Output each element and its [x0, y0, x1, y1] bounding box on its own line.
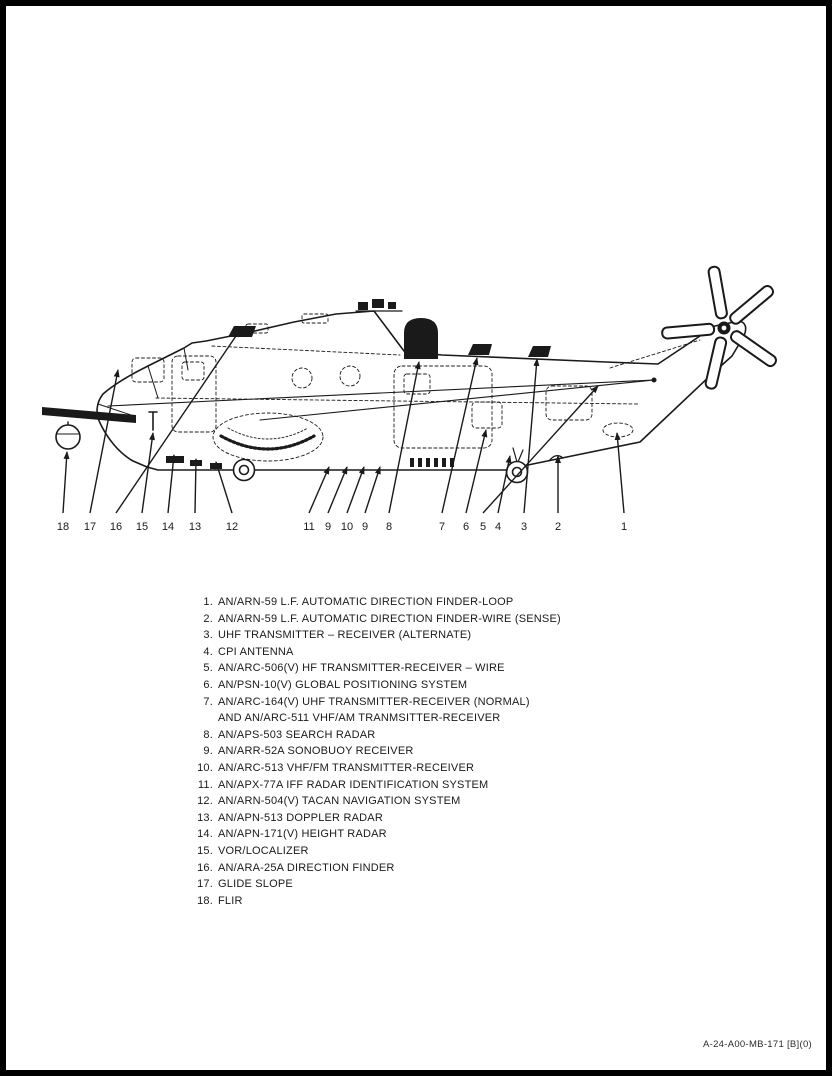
legend-item [192, 843, 561, 860]
spine-antenna-aft [528, 346, 551, 357]
legend-item-text: AN/ARA-25A DIRECTION FINDER [218, 861, 395, 874]
callout-number: 10 [340, 521, 354, 533]
legend-item-text: UHF TRANSMITTER – RECEIVER (ALTERNATE) [218, 629, 472, 642]
callout-numbers [57, 521, 627, 533]
legend-item-text: AN/ARN-59 L.F. AUTOMATIC DIRECTION FINDER-WIRE (SENSE) [218, 612, 561, 625]
figure-reference: A-24-A00-MB-171 [B](0) [702, 1039, 812, 1050]
vor-whip-antenna [149, 412, 157, 430]
callout-number: 12 [225, 521, 239, 533]
legend-item-text: AN/ARC-513 VHF/FM TRANSMITTER-RECEIVER [218, 761, 475, 774]
legend-item-number: 16. [197, 861, 213, 874]
leader-line [90, 370, 118, 513]
legend-item-text: CPI ANTENNA [218, 645, 294, 658]
legend-item-number: 14. [197, 828, 213, 841]
legend-item-number: 4. [203, 645, 213, 658]
legend-item [192, 760, 561, 777]
helicopter-diagram [6, 6, 832, 566]
legend-item-number: 13. [197, 811, 213, 824]
spine-antenna-forward [468, 344, 492, 355]
leader-line [309, 467, 329, 513]
legend-item-text: AN/APN-513 DOPPLER RADAR [218, 811, 383, 824]
legend-item-number: 7. [203, 695, 213, 708]
legend-item [192, 627, 561, 644]
callout-number: 3 [520, 521, 528, 533]
callout-number: 1 [620, 521, 628, 533]
callout-number: 8 [385, 521, 393, 533]
legend-item-number: 11. [197, 778, 213, 791]
legend-item-text: AN/ARC-164(V) UHF TRANSMITTER-RECEIVER (NORMAL) AND AN/ARC-511 VHF/AM TRANMSITTER-RECEIVER [218, 695, 530, 725]
legend-item-number: 5. [203, 662, 213, 675]
legend-item-text: AN/APS-503 SEARCH RADAR [218, 728, 376, 741]
callout-number: 6 [462, 521, 470, 533]
belly-antennas [166, 456, 222, 469]
legend-item-number: 10. [197, 761, 213, 774]
legend-item-number: 15. [197, 844, 213, 857]
flir-turret [42, 404, 136, 449]
callout-number: 15 [135, 521, 149, 533]
legend-item [192, 611, 561, 628]
legend-item [192, 810, 561, 827]
legend-item-text: AN/ARC-506(V) HF TRANSMITTER-RECEIVER – WIRE [218, 662, 505, 675]
sonobuoy-chutes [410, 458, 454, 467]
legend-item [192, 694, 561, 727]
legend-item-text: AN/ARR-52A SONOBUOY RECEIVER [218, 745, 414, 758]
legend-item-text: VOR/LOCALIZER [218, 844, 309, 857]
callout-number: 2 [554, 521, 562, 533]
callout-number: 17 [83, 521, 97, 533]
callout-number: 9 [324, 521, 332, 533]
leader-line [524, 359, 537, 513]
legend-item-text: GLIDE SLOPE [218, 878, 293, 891]
callout-number: 7 [438, 521, 446, 533]
tail-wheel [507, 448, 528, 483]
legend-item [192, 677, 561, 694]
legend-item [192, 893, 561, 910]
legend-item [192, 743, 561, 760]
legend-item [192, 793, 561, 810]
legend-item-text: AN/ARN-504(V) TACAN NAVIGATION SYSTEM [218, 795, 461, 808]
legend-item [192, 644, 561, 661]
leader-line [328, 467, 347, 513]
callout-number: 16 [109, 521, 123, 533]
callout-leader-lines [63, 330, 624, 513]
leader-line [195, 459, 196, 513]
legend-item-number: 17. [197, 878, 213, 891]
leader-line [466, 430, 486, 513]
legend-item-text: AN/PSN-10(V) GLOBAL POSITIONING SYSTEM [218, 678, 468, 691]
legend-item [192, 826, 561, 843]
callout-number: 13 [188, 521, 202, 533]
legend-item-number: 3. [203, 629, 213, 642]
legend-item [192, 777, 561, 794]
leader-line [365, 467, 380, 513]
callout-number: 4 [494, 521, 502, 533]
legend-list [192, 594, 561, 909]
sponson [213, 413, 323, 461]
legend-item-number: 6. [203, 678, 213, 691]
legend-item-number: 1. [203, 596, 213, 608]
legend-item-number: 12. [197, 795, 213, 808]
legend-item-text: AN/ARN-59 L.F. AUTOMATIC DIRECTION FINDER-LOOP [218, 596, 514, 608]
callout-number: 14 [161, 521, 175, 533]
callout-number: 18 [56, 521, 70, 533]
leader-line [63, 452, 67, 513]
legend-item-number: 8. [203, 728, 213, 741]
tail-rotor [662, 266, 778, 390]
search-radar-dome [404, 318, 438, 359]
legend-item [192, 727, 561, 744]
legend-item [192, 860, 561, 877]
callout-number: 5 [479, 521, 487, 533]
callout-number: 9 [361, 521, 369, 533]
legend-item [192, 594, 561, 611]
legend-item-number: 9. [203, 745, 213, 758]
main-wheel [234, 460, 255, 481]
legend-item [192, 660, 561, 677]
callout-number: 11 [303, 521, 315, 533]
legend-item-number: 2. [203, 612, 213, 625]
leader-line [168, 455, 174, 513]
legend-item-number: 18. [197, 894, 213, 907]
main-rotor-head [356, 299, 402, 311]
leader-line [483, 386, 598, 513]
roof-antenna [228, 326, 256, 337]
legend-item-text: FLIR [218, 894, 243, 907]
legend-item-text: AN/APX-77A IFF RADAR IDENTIFICATION SYSTEM [218, 778, 489, 791]
legend-item-text: AN/APN-171(V) HEIGHT RADAR [218, 828, 387, 841]
legend-item [192, 876, 561, 893]
leader-line [347, 467, 364, 513]
